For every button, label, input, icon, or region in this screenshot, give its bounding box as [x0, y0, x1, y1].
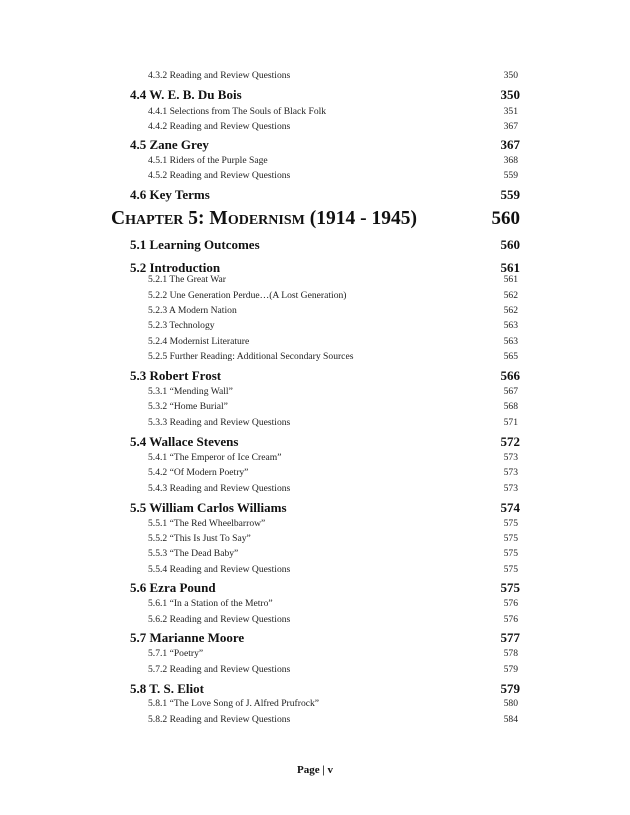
toc-entry-title: 5.2.4 Modernist Literature [148, 336, 250, 347]
toc-section-title: 5.8 T. S. Eliot [130, 681, 204, 696]
toc-entry-title: 5.5.1 “The Red Wheelbarrow” [148, 518, 266, 529]
toc-entry[interactable] [148, 648, 518, 662]
toc-entry-title: 5.2.3 Technology [148, 320, 215, 331]
toc-section-page: 560 [500, 237, 520, 252]
toc-entry-page: 573 [503, 467, 518, 478]
toc-entry[interactable] [148, 121, 518, 135]
page-footer [0, 764, 630, 776]
toc-section-page: 350 [500, 87, 520, 102]
toc-section-title: 5.1 Learning Outcomes [130, 237, 260, 252]
toc-entry-page: 579 [503, 664, 518, 675]
toc-entry[interactable] [148, 290, 518, 304]
toc-section-title: 5.4 Wallace Stevens [130, 434, 239, 449]
toc-entry[interactable] [148, 664, 518, 678]
toc-entry-page: 576 [503, 598, 518, 609]
toc-entry[interactable] [148, 170, 518, 184]
toc-entry-page: 575 [503, 548, 518, 559]
toc-entry-title: 5.8.1 “The Love Song of J. Alfred Prufrock” [148, 698, 320, 709]
toc-section-page: 367 [500, 137, 520, 152]
toc-entry[interactable] [148, 518, 518, 532]
toc-entry[interactable] [148, 155, 518, 169]
toc-entry-title: 5.4.2 “Of Modern Poetry” [148, 467, 249, 478]
toc-entry-title: 5.7.1 “Poetry” [148, 648, 204, 659]
toc-entry[interactable] [148, 564, 518, 578]
toc-entry-title: 5.3.3 Reading and Review Questions [148, 417, 291, 428]
toc-entry-page: 559 [503, 170, 518, 181]
toc-section-page: 561 [500, 260, 520, 275]
toc-section-title: 4.6 Key Terms [130, 187, 210, 202]
toc-entry-title: 5.3.1 “Mending Wall” [148, 386, 233, 397]
toc-entry-page: 563 [503, 320, 518, 331]
toc-entry-title: 5.2.2 Une Generation Perdue…(A Lost Generation) [148, 290, 347, 301]
toc-entry-title: 5.2.1 The Great War [148, 274, 226, 285]
toc-section[interactable] [130, 681, 520, 699]
toc-entry[interactable] [148, 417, 518, 431]
toc-entry[interactable] [148, 598, 518, 612]
toc-entry[interactable] [148, 467, 518, 481]
toc-section[interactable] [130, 137, 520, 155]
toc-entry-page: 351 [503, 106, 518, 117]
toc-entry-title: 4.4.2 Reading and Review Questions [148, 121, 291, 132]
toc-entry-page: 571 [503, 417, 518, 428]
toc-entry-page: 350 [503, 70, 518, 81]
toc-section-page: 559 [500, 187, 520, 202]
toc-entry-page: 573 [503, 452, 518, 463]
toc-entry-title: 4.3.2 Reading and Review Questions [148, 70, 291, 81]
toc-entry[interactable] [148, 106, 518, 120]
toc-entry-page: 565 [503, 351, 518, 362]
toc-entry-page: 563 [503, 336, 518, 347]
toc-entry-title: 5.5.4 Reading and Review Questions [148, 564, 291, 575]
toc-entry[interactable] [148, 70, 518, 84]
toc-section[interactable] [130, 500, 520, 518]
toc-section-title: 4.5 Zane Grey [130, 137, 209, 152]
toc-entry[interactable] [148, 548, 518, 562]
toc-entry-title: 5.4.1 “The Emperor of Ice Cream” [148, 452, 282, 463]
toc-entry-title: 5.2.5 Further Reading: Additional Secondary Sources [148, 351, 354, 362]
toc-entry-title: 5.5.2 “This Is Just To Say” [148, 533, 251, 544]
toc-section-page: 575 [500, 580, 520, 595]
toc-section-title: 5.5 William Carlos Williams [130, 500, 287, 515]
footer-label: Page [296, 764, 320, 776]
toc-chapter-title: Chapter 5: Modernism (1914 - 1945) [111, 208, 417, 229]
toc-entry-page: 562 [503, 290, 518, 301]
toc-entry-page: 367 [503, 121, 518, 132]
toc-chapter[interactable] [111, 208, 520, 234]
toc-entry-title: 5.3.2 “Home Burial” [148, 401, 228, 412]
toc-entry-title: 5.5.3 “The Dead Baby” [148, 548, 239, 559]
toc-entry-page: 576 [503, 614, 518, 625]
toc-entry-page: 368 [503, 155, 518, 166]
toc-section[interactable] [130, 237, 520, 255]
toc-section[interactable] [130, 630, 520, 648]
toc-entry-page: 567 [503, 386, 518, 397]
toc-entry-page: 568 [503, 401, 518, 412]
footer-page-number: v [327, 764, 334, 776]
toc-entry[interactable] [148, 698, 518, 712]
toc-section[interactable] [130, 87, 520, 105]
toc-entry-title: 5.8.2 Reading and Review Questions [148, 714, 291, 725]
toc-entry-title: 5.6.1 “In a Station of the Metro” [148, 598, 273, 609]
toc-entry-page: 584 [503, 714, 518, 725]
toc-entry[interactable] [148, 320, 518, 334]
toc-entry[interactable] [148, 386, 518, 400]
toc-section-title: 5.2 Introduction [130, 260, 221, 275]
toc-section[interactable] [130, 187, 520, 205]
toc-section-page: 577 [500, 630, 520, 645]
toc-entry-page: 580 [503, 698, 518, 709]
toc-section-page: 579 [500, 681, 520, 696]
toc-entry[interactable] [148, 533, 518, 547]
toc-section-page: 566 [500, 368, 520, 383]
toc-entry-title: 4.5.2 Reading and Review Questions [148, 170, 291, 181]
toc-entry-page: 575 [503, 533, 518, 544]
toc-entry-title: 5.4.3 Reading and Review Questions [148, 483, 291, 494]
toc-entry-title: 5.2.3 A Modern Nation [148, 305, 237, 316]
toc-entry[interactable] [148, 274, 518, 288]
toc-entry-title: 5.6.2 Reading and Review Questions [148, 614, 291, 625]
toc-section-page: 572 [500, 434, 520, 449]
toc-section-title: 5.6 Ezra Pound [130, 580, 216, 595]
toc-entry[interactable] [148, 305, 518, 319]
toc-entry-page: 575 [503, 518, 518, 529]
toc-entry-title: 5.7.2 Reading and Review Questions [148, 664, 291, 675]
toc-entry[interactable] [148, 336, 518, 350]
toc-entry-page: 573 [503, 483, 518, 494]
toc-section[interactable] [130, 368, 520, 386]
toc-entry[interactable] [148, 483, 518, 497]
toc-entry-page: 561 [503, 274, 518, 285]
toc-section[interactable] [130, 434, 520, 452]
toc-entry[interactable] [148, 452, 518, 466]
toc-entry-title: 4.4.1 Selections from The Souls of Black Folk [148, 106, 327, 117]
toc-entry[interactable] [148, 351, 518, 365]
toc-entry-page: 578 [503, 648, 518, 659]
toc-entry[interactable] [148, 614, 518, 628]
toc-entry-page: 562 [503, 305, 518, 316]
footer-separator: | [322, 764, 325, 776]
toc-chapter-page: 560 [491, 208, 520, 229]
toc-entry-title: 4.5.1 Riders of the Purple Sage [148, 155, 268, 166]
toc-entry-page: 575 [503, 564, 518, 575]
toc-entry[interactable] [148, 401, 518, 415]
toc-entry[interactable] [148, 714, 518, 728]
toc-section[interactable] [130, 580, 520, 598]
toc-section-page: 574 [500, 500, 520, 515]
toc-section-title: 5.7 Marianne Moore [130, 630, 245, 645]
toc-section-title: 5.3 Robert Frost [130, 368, 222, 383]
toc-section-title: 4.4 W. E. B. Du Bois [130, 87, 242, 102]
